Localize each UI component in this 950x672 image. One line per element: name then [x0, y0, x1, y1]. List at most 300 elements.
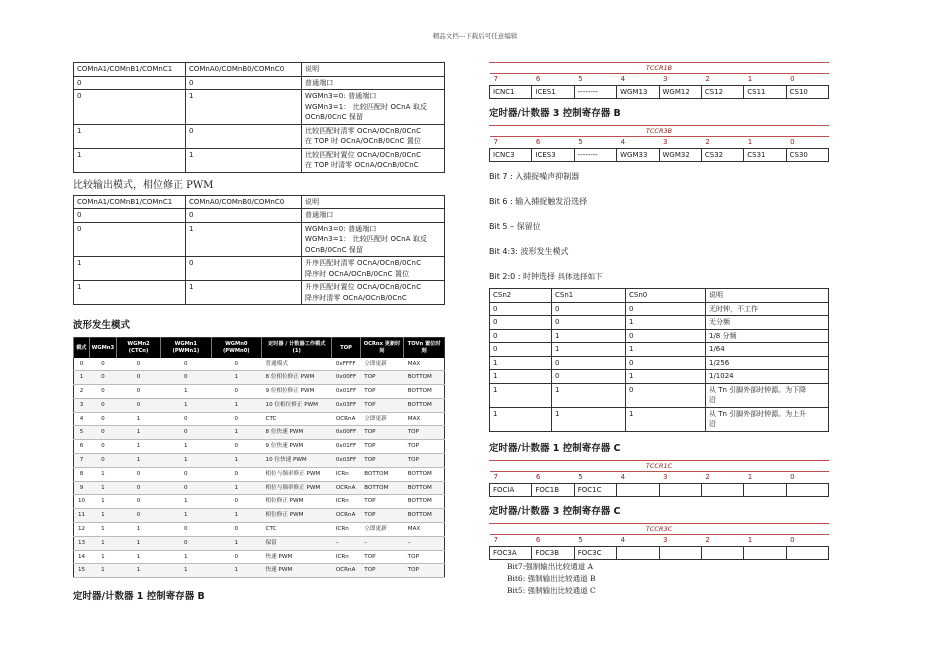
- table-row: [74, 281, 445, 305]
- bit-name: [617, 483, 659, 496]
- wave-cell: BOTTOM: [404, 495, 445, 509]
- clock-description: [706, 356, 829, 370]
- wave-cell: 相位修正 PWM: [262, 495, 332, 509]
- register-table: [489, 471, 829, 497]
- bit-name: --------: [574, 86, 616, 99]
- wave-cell: 1: [211, 426, 261, 440]
- wave-row: [74, 495, 445, 509]
- wave-cell: TOP: [360, 495, 403, 509]
- text-line: 在 TOP 时 OCnA/OCnB/0CnC 置位: [305, 137, 422, 145]
- wave-cell: TOP: [360, 550, 403, 564]
- clock-row: [490, 383, 829, 407]
- clock-cell: 1: [626, 407, 706, 431]
- wave-cell: 0x03FF: [332, 398, 360, 412]
- bit-name: WGM33: [617, 149, 659, 162]
- clock-cell: 0: [626, 383, 706, 407]
- wave-header-row: [74, 338, 445, 358]
- wave-cell: 1: [117, 523, 161, 537]
- wave-cell: 立即更新: [360, 358, 403, 371]
- header-cell: COMnA1/COMnB1/COMnC1: [74, 195, 186, 209]
- table-header-row: [74, 195, 445, 209]
- text-line: WGMn3=1： 比较匹配时 OCnA 取反: [305, 235, 428, 243]
- clock-cell: 1: [552, 343, 626, 357]
- wave-cell: BOTTOM: [404, 385, 445, 399]
- note-bit7: Bit7:强制输出比较通道 A: [507, 561, 594, 571]
- clock-cell: 0: [552, 370, 626, 384]
- wave-cell: 相位与频率修正 PWM: [262, 467, 332, 481]
- wave-cell: MAX: [404, 358, 445, 371]
- text-line: OCnB/0CnC 保留: [305, 245, 364, 254]
- wave-row: [74, 412, 445, 426]
- wave-header-cell: TOVn 置位时刻: [404, 338, 445, 358]
- header-cell: 说明: [302, 195, 445, 209]
- wave-cell: 0: [117, 509, 161, 523]
- wave-cell: ICRn: [332, 467, 360, 481]
- cell-description: [302, 222, 445, 257]
- bit-number: 4: [617, 471, 659, 483]
- wave-row: [74, 564, 445, 578]
- wave-cell: 11: [74, 509, 90, 523]
- clock-select-table: [489, 288, 829, 432]
- bit-number: 2: [701, 471, 743, 483]
- register-title: TCCR3C: [489, 523, 829, 534]
- bit-number: 3: [659, 74, 701, 86]
- wave-cell: 0xFFFF: [332, 358, 360, 371]
- wave-row: [74, 550, 445, 564]
- wave-cell: 12: [74, 523, 90, 537]
- register-title: TCCR3B: [489, 125, 829, 136]
- bit-number: 3: [659, 137, 701, 149]
- bit-number: 6: [532, 137, 574, 149]
- clock-cell: 1: [626, 316, 706, 330]
- wave-cell: BOTTOM: [404, 481, 445, 495]
- wave-cell: 快速 PWM: [262, 550, 332, 564]
- bit-number: 3: [659, 534, 701, 546]
- bit20-label: Bit 2:0 : 时钟选择: [489, 272, 556, 281]
- cell-bit0: 0: [186, 209, 302, 223]
- bit-name: ICES3: [532, 149, 574, 162]
- bit-name: FOC1C: [574, 483, 616, 496]
- bit7-desc: Bit 7 : 入捕捉噪声抑制器: [489, 172, 580, 181]
- wave-cell: 相位与频率修正 PWM: [262, 481, 332, 495]
- wave-cell: BOTTOM: [404, 371, 445, 385]
- wave-row: [74, 454, 445, 468]
- cell-bit1: 0: [74, 209, 186, 223]
- clock-description: [706, 316, 829, 330]
- wave-cell: 1: [161, 398, 211, 412]
- register-tccr1c: [489, 460, 829, 497]
- clock-cell: 1: [552, 407, 626, 431]
- clock-cell: 0: [490, 343, 552, 357]
- bit-name: WGM13: [617, 86, 659, 99]
- wave-cell: TOP: [360, 371, 403, 385]
- wave-cell: OCRnA: [332, 412, 360, 426]
- bit-number: 7: [490, 74, 532, 86]
- wave-cell: 0: [211, 385, 261, 399]
- text-line: 从 Tn 引脚外部时钟源。为上升: [709, 409, 807, 418]
- wave-header-cell: WGMn1 (PWMn1): [161, 338, 211, 358]
- wave-header-cell: 模式: [74, 338, 90, 358]
- cell-bit0: 1: [186, 222, 302, 257]
- wave-cell: TOP: [360, 454, 403, 468]
- wave-cell: 快速 PWM: [262, 564, 332, 578]
- bit20-sub: 具体选择如下: [557, 272, 603, 281]
- text-line: 降序时清零 OCnA/OCnB/0CnC: [305, 293, 407, 302]
- bit-number: 5: [574, 74, 616, 86]
- text-line: 1/64: [709, 345, 725, 353]
- wave-cell: 0: [89, 358, 116, 371]
- wave-cell: TOP: [360, 398, 403, 412]
- wave-cell: 0: [161, 371, 211, 385]
- bit-name: [659, 546, 701, 559]
- wave-cell: 1: [161, 509, 211, 523]
- table-row: [74, 148, 445, 172]
- clock-cell: 0: [552, 356, 626, 370]
- text-line: WGMn3=0: 普通端口: [305, 224, 377, 233]
- table-row: [74, 257, 445, 281]
- wave-cell: 0: [89, 371, 116, 385]
- wave-cell: 1: [117, 426, 161, 440]
- table-row: [74, 222, 445, 257]
- clock-cell: 1: [626, 370, 706, 384]
- heading-tccr1c: 定时器/计数器 1 控制寄存器 C: [489, 442, 621, 454]
- cell-bit0: 0: [186, 257, 302, 281]
- bit-name: FOC3B: [532, 546, 574, 559]
- table-row: [74, 76, 445, 90]
- clock-cell: 0: [626, 356, 706, 370]
- wave-cell: TOP: [404, 440, 445, 454]
- bit-number: 7: [490, 471, 532, 483]
- header-cell: COMnA1/COMnB1/COMnC1: [74, 63, 186, 77]
- register-title: TCCR1B: [489, 62, 829, 73]
- bit-name: [701, 483, 743, 496]
- wave-cell: 0: [89, 454, 116, 468]
- wave-cell: –: [404, 536, 445, 550]
- wave-row: [74, 440, 445, 454]
- wave-cell: 4: [74, 412, 90, 426]
- waveform-mode-table: [73, 337, 445, 578]
- wave-cell: 7: [74, 454, 90, 468]
- wave-cell: BOTTOM: [404, 467, 445, 481]
- bit-name-row: [490, 149, 829, 162]
- clock-cell: 1: [490, 370, 552, 384]
- compare-output-table-1: [73, 62, 445, 173]
- text-line: 从 Tn 引脚外部时钟源。为下降: [709, 385, 807, 394]
- wave-cell: 立即更新: [360, 412, 403, 426]
- wave-cell: 0: [161, 481, 211, 495]
- wave-cell: 0: [117, 385, 161, 399]
- cell-bit1: 0: [74, 76, 186, 90]
- wave-cell: 0x03FF: [332, 454, 360, 468]
- wave-cell: 1: [211, 509, 261, 523]
- wave-cell: 1: [211, 536, 261, 550]
- bit-number: 1: [744, 74, 786, 86]
- wave-cell: 0: [117, 371, 161, 385]
- wave-cell: 9 位相位修正 PWM: [262, 385, 332, 399]
- bit-name: ICNC1: [490, 86, 532, 99]
- bit-number: 4: [617, 74, 659, 86]
- wave-cell: 立即更新: [360, 523, 403, 537]
- wave-cell: –: [332, 536, 360, 550]
- bit-name-row: [490, 86, 829, 99]
- bit-number-row: [490, 74, 829, 86]
- wave-cell: 0: [89, 440, 116, 454]
- cell-description: [302, 90, 445, 125]
- text-line: 比较匹配时清零 OCnA/OCnB/0CnC: [305, 126, 422, 135]
- wave-cell: 1: [89, 564, 116, 578]
- wave-header-cell: OCRnx 更新时间: [360, 338, 403, 358]
- bit-name: FOC1B: [532, 483, 574, 496]
- text-line: WGMn3=0: 普通端口: [305, 92, 377, 100]
- clock-description: [706, 343, 829, 357]
- wave-cell: 0x00FF: [332, 426, 360, 440]
- bit-name: ICES1: [532, 86, 574, 99]
- cell-bit1: 0: [74, 222, 186, 257]
- clock-cell: 1: [490, 407, 552, 431]
- text-line: 无时钟，不工作: [709, 304, 758, 313]
- cell-bit1: 0: [74, 90, 186, 125]
- wave-cell: 0: [211, 467, 261, 481]
- bit-name: [659, 483, 701, 496]
- cell-description: [302, 257, 445, 281]
- page-header: 精品文档---下载后可任意编辑: [432, 32, 518, 40]
- wave-cell: 0: [161, 536, 211, 550]
- table-row: [74, 124, 445, 148]
- cell-description: [302, 209, 445, 223]
- heading-waveform-mode: 波形发生模式: [73, 320, 131, 331]
- wave-cell: 1: [161, 454, 211, 468]
- wave-cell: TOP: [360, 440, 403, 454]
- clock-cell: 1: [490, 356, 552, 370]
- wave-cell: 1: [161, 440, 211, 454]
- wave-cell: 1: [117, 536, 161, 550]
- wave-header-cell: WGMn3: [89, 338, 116, 358]
- header-cell: COMnA0/COMnB0/COMnC0: [186, 195, 302, 209]
- wave-cell: TOP: [404, 454, 445, 468]
- wave-cell: 0: [211, 523, 261, 537]
- wave-cell: 1: [211, 454, 261, 468]
- cell-description: [302, 76, 445, 90]
- left-column: [73, 62, 445, 608]
- header-cell: COMnA0/COMnB0/COMnC0: [186, 63, 302, 77]
- wave-cell: 6: [74, 440, 90, 454]
- wave-cell: 0: [117, 358, 161, 371]
- clock-row: [490, 316, 829, 330]
- bit-name-row: [490, 483, 829, 496]
- register-tccr3b: [489, 125, 829, 162]
- bit-number: 6: [532, 534, 574, 546]
- wave-cell: 10 位快速 PWM: [262, 454, 332, 468]
- wave-cell: 0: [161, 426, 211, 440]
- text-line: 沿: [709, 396, 716, 404]
- wave-cell: 3: [74, 398, 90, 412]
- bit-name: WGM32: [659, 149, 701, 162]
- wave-cell: 0: [117, 481, 161, 495]
- bit-number: 2: [701, 137, 743, 149]
- register-tccr3c: [489, 523, 829, 560]
- bit-name: CS10: [786, 86, 828, 99]
- wave-cell: TOP: [360, 509, 403, 523]
- wave-row: [74, 426, 445, 440]
- wave-cell: 0: [211, 550, 261, 564]
- clock-header-cell: CSn2: [490, 289, 552, 303]
- bit-name: [786, 483, 828, 496]
- wave-row: [74, 398, 445, 412]
- clock-cell: 0: [490, 329, 552, 343]
- wave-cell: 15: [74, 564, 90, 578]
- header-cell: 说明: [302, 63, 445, 77]
- wave-cell: 8 位相位修正 PWM: [262, 371, 332, 385]
- wave-cell: 0: [161, 358, 211, 371]
- wave-cell: 5: [74, 426, 90, 440]
- register-table: [489, 136, 829, 162]
- wave-cell: 1: [211, 564, 261, 578]
- note-bit5: Bit5: 强制输出比较通道 C: [507, 585, 596, 595]
- wave-row: [74, 467, 445, 481]
- clock-description: [706, 329, 829, 343]
- clock-description: [706, 370, 829, 384]
- clock-header-cell: CSn0: [626, 289, 706, 303]
- wave-cell: 0: [74, 358, 90, 371]
- right-column: [489, 62, 829, 597]
- wave-cell: 0: [89, 385, 116, 399]
- wave-cell: TOP: [404, 426, 445, 440]
- wave-cell: 1: [89, 523, 116, 537]
- wave-cell: CTC: [262, 523, 332, 537]
- wave-row: [74, 481, 445, 495]
- bit-number: 7: [490, 534, 532, 546]
- cell-bit1: 1: [74, 257, 186, 281]
- register-tccr1b: [489, 62, 829, 99]
- bit-number: 0: [786, 471, 828, 483]
- wave-cell: 1: [74, 371, 90, 385]
- wave-cell: 1: [161, 495, 211, 509]
- cell-description: [302, 281, 445, 305]
- bit-name: FOC3C: [574, 546, 616, 559]
- register-table: [489, 73, 829, 99]
- wave-cell: 0: [89, 398, 116, 412]
- wave-cell: 9 位快速 PWM: [262, 440, 332, 454]
- wave-cell: 0: [117, 495, 161, 509]
- wave-cell: 0: [161, 523, 211, 537]
- wave-row: [74, 523, 445, 537]
- wave-cell: TOP: [360, 426, 403, 440]
- text-line: 沿: [709, 420, 716, 428]
- wave-cell: 0: [89, 412, 116, 426]
- wave-cell: 13: [74, 536, 90, 550]
- bit-number: 0: [786, 137, 828, 149]
- wave-cell: 1: [117, 550, 161, 564]
- bit-number: 3: [659, 471, 701, 483]
- heading-phase-correct-pwm: 比较输出模式，相位修正 PWM: [73, 179, 214, 191]
- bit-name: --------: [574, 149, 616, 162]
- wave-cell: 1: [89, 509, 116, 523]
- wave-cell: TOP: [360, 385, 403, 399]
- wave-cell: 0: [211, 412, 261, 426]
- wave-cell: TOP: [404, 564, 445, 578]
- wave-cell: 0: [161, 412, 211, 426]
- cell-bit0: 1: [186, 281, 302, 305]
- wave-cell: 1: [211, 481, 261, 495]
- wave-cell: 1: [89, 481, 116, 495]
- wave-cell: 1: [117, 454, 161, 468]
- bit-name: WGM12: [659, 86, 701, 99]
- wave-cell: 8 位快速 PWM: [262, 426, 332, 440]
- wave-cell: 相位修正 PWM: [262, 509, 332, 523]
- wave-row: [74, 536, 445, 550]
- clock-cell: 1: [552, 383, 626, 407]
- wave-cell: 1: [89, 467, 116, 481]
- wave-cell: TOP: [404, 550, 445, 564]
- clock-header-cell: 说明: [706, 289, 829, 303]
- text-line: 普通端口: [305, 78, 334, 87]
- wave-cell: 0x01FF: [332, 385, 360, 399]
- register-title: TCCR1C: [489, 460, 829, 471]
- bit-name: CS12: [701, 86, 743, 99]
- wave-cell: MAX: [404, 412, 445, 426]
- text-line: 1/1024: [709, 372, 734, 380]
- wave-cell: 8: [74, 467, 90, 481]
- wave-cell: 10: [74, 495, 90, 509]
- bit-number: 2: [701, 74, 743, 86]
- wave-cell: BOTTOM: [360, 467, 403, 481]
- bit-number: 1: [744, 471, 786, 483]
- wave-cell: OCRnA: [332, 509, 360, 523]
- wave-cell: 普通模式: [262, 358, 332, 371]
- clock-cell: 0: [626, 329, 706, 343]
- bit-name: FOCIA: [490, 483, 532, 496]
- heading-tccr3c: 定时器/计数器 3 控制寄存器 C: [489, 505, 621, 517]
- wave-cell: 0: [211, 440, 261, 454]
- wave-cell: 0: [117, 398, 161, 412]
- bit-number: 5: [574, 471, 616, 483]
- wave-cell: ICRn: [332, 550, 360, 564]
- bit-name: [744, 483, 786, 496]
- wave-cell: 0x01FF: [332, 440, 360, 454]
- wave-cell: 1: [161, 564, 211, 578]
- wave-cell: 1: [117, 440, 161, 454]
- cell-bit1: 1: [74, 281, 186, 305]
- clock-cell: 0: [552, 302, 626, 316]
- wave-cell: 1: [89, 536, 116, 550]
- bit-number: 1: [744, 534, 786, 546]
- wave-cell: 2: [74, 385, 90, 399]
- bit-name: ICNC3: [490, 149, 532, 162]
- clock-row: [490, 407, 829, 431]
- bit5-desc: Bit 5 – 保留位: [489, 222, 541, 231]
- cell-bit1: 1: [74, 124, 186, 148]
- heading-tccr3b: 定时器/计数器 3 控制寄存器 B: [489, 108, 621, 119]
- wave-cell: 9: [74, 481, 90, 495]
- bit-name: CS31: [744, 149, 786, 162]
- wave-cell: 0: [211, 495, 261, 509]
- wave-cell: 0x00FF: [332, 371, 360, 385]
- clock-cell: 1: [490, 383, 552, 407]
- table-header-row: [74, 63, 445, 77]
- register-table: [489, 534, 829, 560]
- bit6-desc: Bit 6 : 输入捕捉触发沿选择: [489, 197, 588, 206]
- clock-row: [490, 370, 829, 384]
- wave-header-cell: WGMn0 (PWMn0): [211, 338, 261, 358]
- wave-cell: 0: [117, 467, 161, 481]
- text-line: 比较匹配时置位 OCnA/OCnB/0CnC: [305, 150, 422, 159]
- clock-cell: 1: [552, 329, 626, 343]
- bit-number-row: [490, 471, 829, 483]
- cell-bit0: 1: [186, 148, 302, 172]
- bit-name: [617, 546, 659, 559]
- cell-bit0: 0: [186, 76, 302, 90]
- cell-bit1: 1: [74, 148, 186, 172]
